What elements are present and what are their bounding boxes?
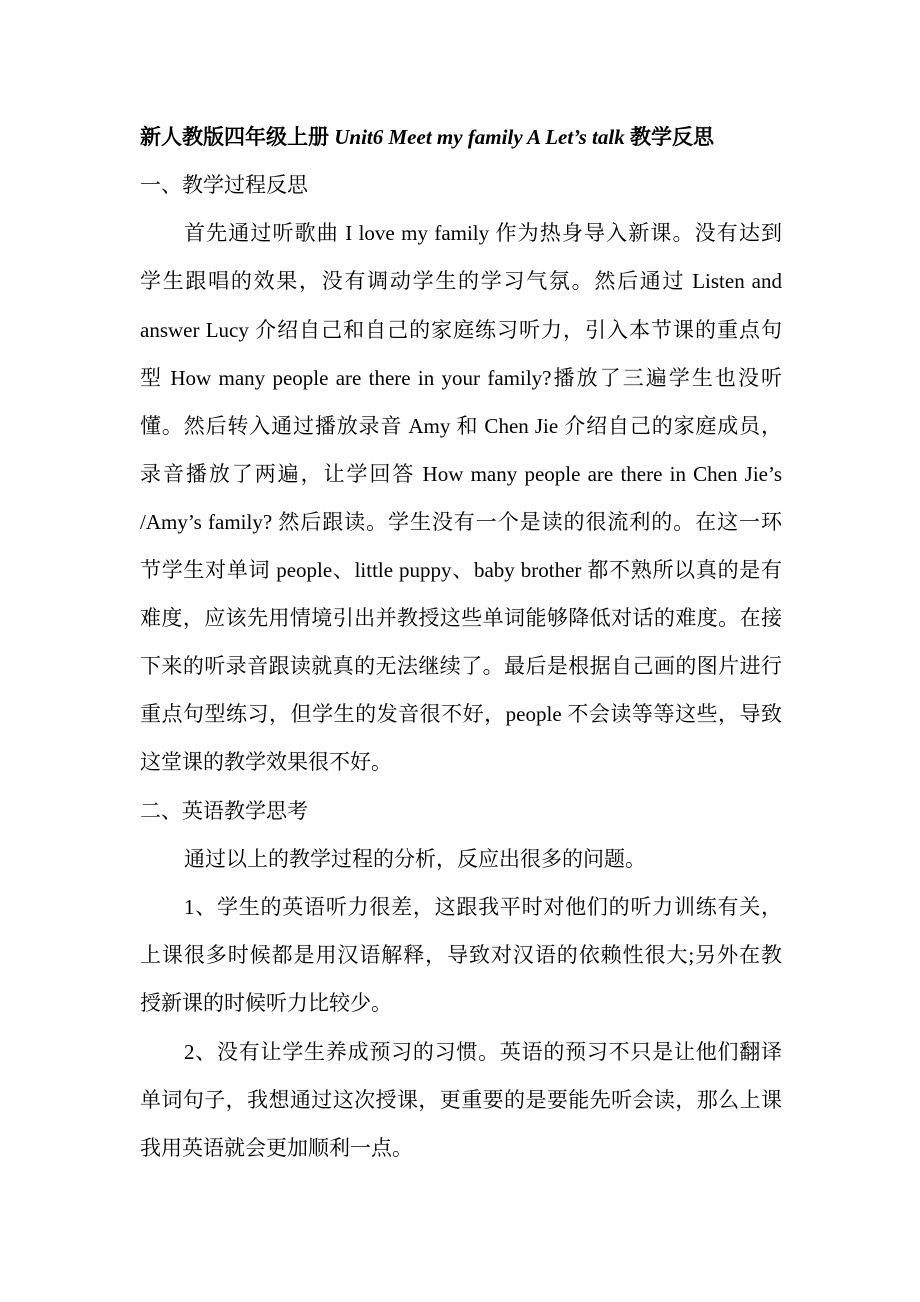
paragraph-line: 重点句型练习，但学生的发音很不好，people 不会读等等这些，导致	[140, 702, 782, 726]
document-title	[140, 123, 782, 151]
paragraph-line: 难度，应该先用情境引出并教授这些单词能够降低对话的难度。在接	[140, 606, 782, 630]
paragraph-line: /Amy’s family? 然后跟读。学生没有一个是读的很流利的。在这一环	[140, 510, 782, 534]
paragraph-line: 通过以上的教学过程的分析，反应出很多的问题。	[184, 847, 646, 871]
section-heading: 一、教学过程反思	[140, 173, 308, 197]
paragraph-line: 录音播放了两遍，让学回答 How many people are there in Chen Jie’s	[140, 462, 782, 486]
paragraph-line: 1、学生的英语听力很差，这跟我平时对他们的听力训练有关，	[184, 895, 782, 919]
paragraph-line: 下来的听录音跟读就真的无法继续了。最后是根据自己画的图片进行	[140, 654, 782, 678]
paragraph-line: 授新课的时候听力比较少。	[140, 991, 392, 1015]
paragraph-line: 型 How many people are there in your family?播放了三遍学生也没听	[140, 366, 782, 390]
paragraph-line: 2、没有让学生养成预习的习惯。英语的预习不只是让他们翻译	[184, 1040, 782, 1064]
paragraph-line: 节学生对单词 people、little puppy、baby brother 都不熟所以真的是有	[140, 558, 782, 582]
paragraph-line: answer Lucy 介绍自己和自己的家庭练习听力，引入本节课的重点句	[140, 318, 782, 342]
paragraph-line: 学生跟唱的效果，没有调动学生的学习气氛。然后通过 Listen and	[140, 269, 782, 293]
paragraph-line: 上课很多时候都是用汉语解释，导致对汉语的依赖性很大;另外在教	[140, 943, 782, 967]
title-unit: Unit6 Meet my family A Let’s talk	[334, 125, 625, 149]
title-prefix: 新人教版四年级上册	[140, 125, 335, 149]
paragraph-line: 单词句子，我想通过这次授课，更重要的是要能先听会读，那么上课	[140, 1088, 782, 1112]
paragraph-line: 首先通过听歌曲 I love my family 作为热身导入新课。没有达到	[184, 221, 782, 245]
paragraph-line: 这堂课的教学效果很不好。	[140, 750, 392, 774]
section-heading: 二、英语教学思考	[140, 799, 308, 823]
title-suffix: 教学反思	[624, 125, 714, 149]
paragraph-line: 懂。然后转入通过播放录音 Amy 和 Chen Jie 介绍自己的家庭成员，	[140, 414, 782, 438]
paragraph-line: 我用英语就会更加顺利一点。	[140, 1136, 413, 1160]
